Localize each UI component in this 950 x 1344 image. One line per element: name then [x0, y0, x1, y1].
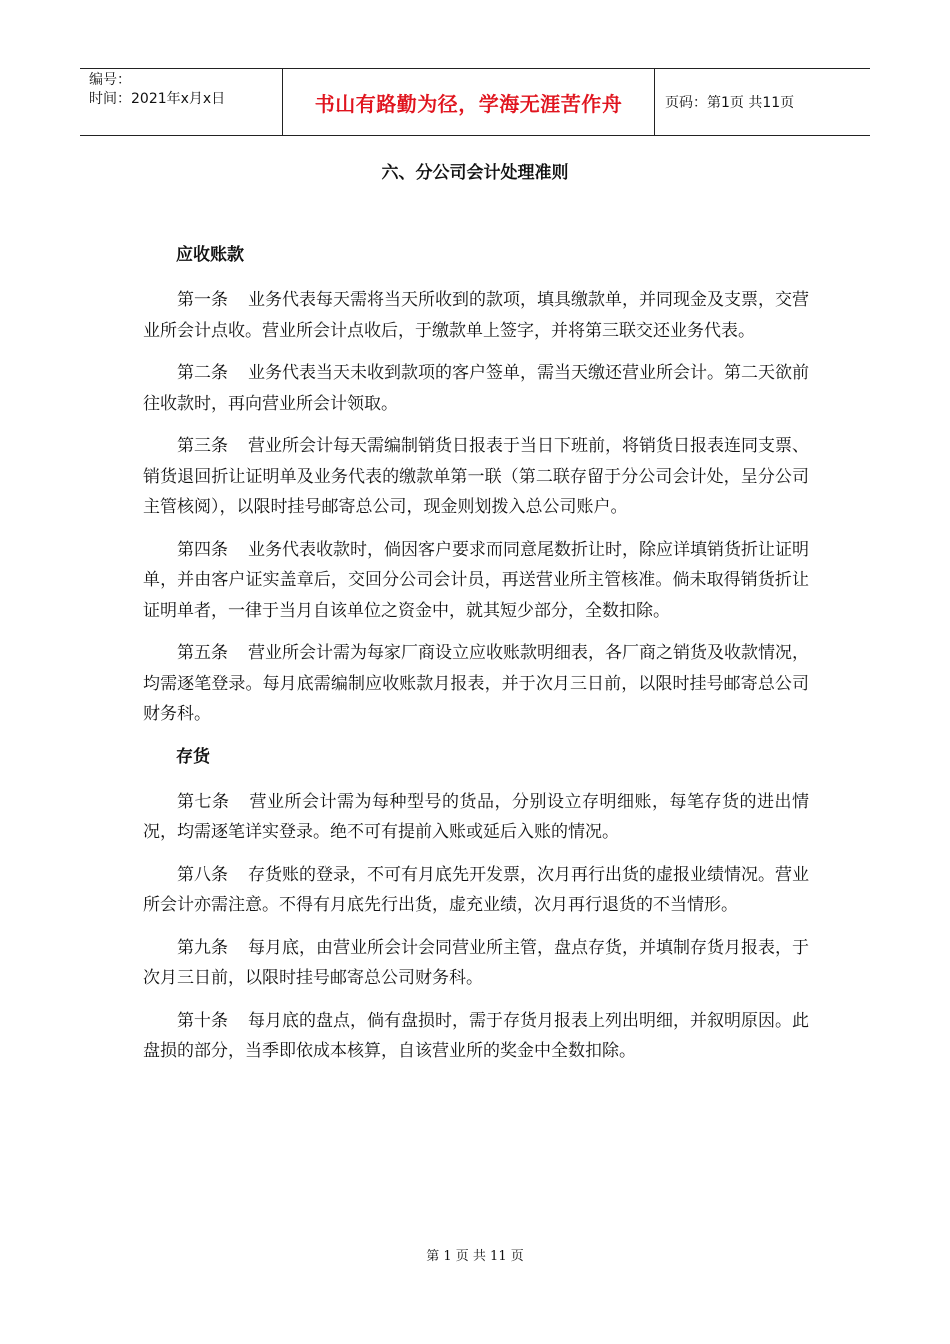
article: [143, 787, 809, 848]
article-text: 每月底，由营业所会计会同营业所主管，盘点存货，并填制存货月报表，于次月三日前，以限时挂号邮寄总公司财务科。: [143, 937, 809, 988]
article-text: 业务代表当天未收到款项的客户签单，需当天缴还营业所会计。第二天欲前往收款时，再向营业所会计领取。: [143, 363, 809, 414]
article-text: 业务代表每天需将当天所收到的款项，填具缴款单，并同现金及支票，交营业所会计点收。营业所会计点收后，于缴款单上签字，并将第三联交还业务代表。: [143, 290, 809, 341]
article-label: 第三条: [177, 436, 228, 456]
document-date: 时间：2021年x月x日: [89, 91, 226, 107]
article-label: 第七条: [177, 791, 230, 812]
article: [143, 285, 809, 346]
article-label: 第五条: [177, 643, 228, 663]
article-label: 第一条: [177, 290, 228, 310]
article-text: 营业所会计需为每种型号的货品，分别设立存明细账，每笔存货的进出情况，均需逐笔详实登录。绝不可有提前入账或延后入账的情况。: [143, 791, 809, 842]
article-label: 第八条: [177, 864, 228, 885]
article-label: 第四条: [177, 539, 228, 560]
header-page-info: 页码：第1页 共11页: [665, 95, 795, 111]
article-text: 营业所会计每天需编制销货日报表于当日下班前，将销货日报表连同支票、销货退回折让证明单及业务代表的缴款单第一联（第二联存留于分公司会计处，呈分公司主管核阅），以限时挂号邮寄总公司，现金则划拨入总公司账户。: [143, 436, 809, 517]
article: [143, 1006, 809, 1067]
section-heading: 存货: [176, 746, 210, 767]
article: [143, 358, 809, 419]
article: [143, 933, 809, 994]
document-number-label: 编号：: [89, 72, 131, 88]
article: [143, 638, 809, 730]
article-text: 营业所会计需为每家厂商设立应收账款明细表，各厂商之销货及收款情况，均需逐笔登录。每月底需编制应收账款月报表，并于次月三日前，以限时挂号邮寄总公司财务科。: [143, 643, 809, 724]
section-heading: 应收账款: [176, 245, 244, 265]
article-text: 业务代表收款时，倘因客户要求而同意尾数折让时，除应详填销货折让证明单，并由客户证实盖章后，交回分公司会计员，再送营业所主管核准。倘未取得销货折让证明单者，一律于当月自该单位之资金中，就其短少部分，全数扣除。: [143, 539, 809, 621]
document-body: [143, 240, 809, 1079]
article: [143, 535, 809, 627]
article-label: 第九条: [177, 937, 228, 958]
document-title: 六、分公司会计处理准则: [381, 163, 569, 183]
article-text: 每月底的盘点，倘有盘损时，需于存货月报表上列出明细，并叙明原因。此盘损的部分，当季即依成本核算，自该营业所的奖金中全数扣除。: [143, 1010, 809, 1061]
header-meta: [80, 69, 282, 135]
header-motto: 书山有路勤为径，学海无涯苦作舟: [282, 69, 655, 135]
article-label: 第二条: [177, 363, 228, 383]
article: [143, 860, 809, 921]
article-text: 存货账的登录，不可有月底先开发票，次月再行出货的虚报业绩情况。营业所会计亦需注意。不得有月底先行出货，虚充业绩，次月再行退货的不当情形。: [143, 864, 809, 915]
article-label: 第十条: [177, 1010, 228, 1031]
page-footer: 第 1 页 共 11 页: [426, 1249, 524, 1264]
page-header: [80, 68, 870, 136]
article: [143, 431, 809, 523]
